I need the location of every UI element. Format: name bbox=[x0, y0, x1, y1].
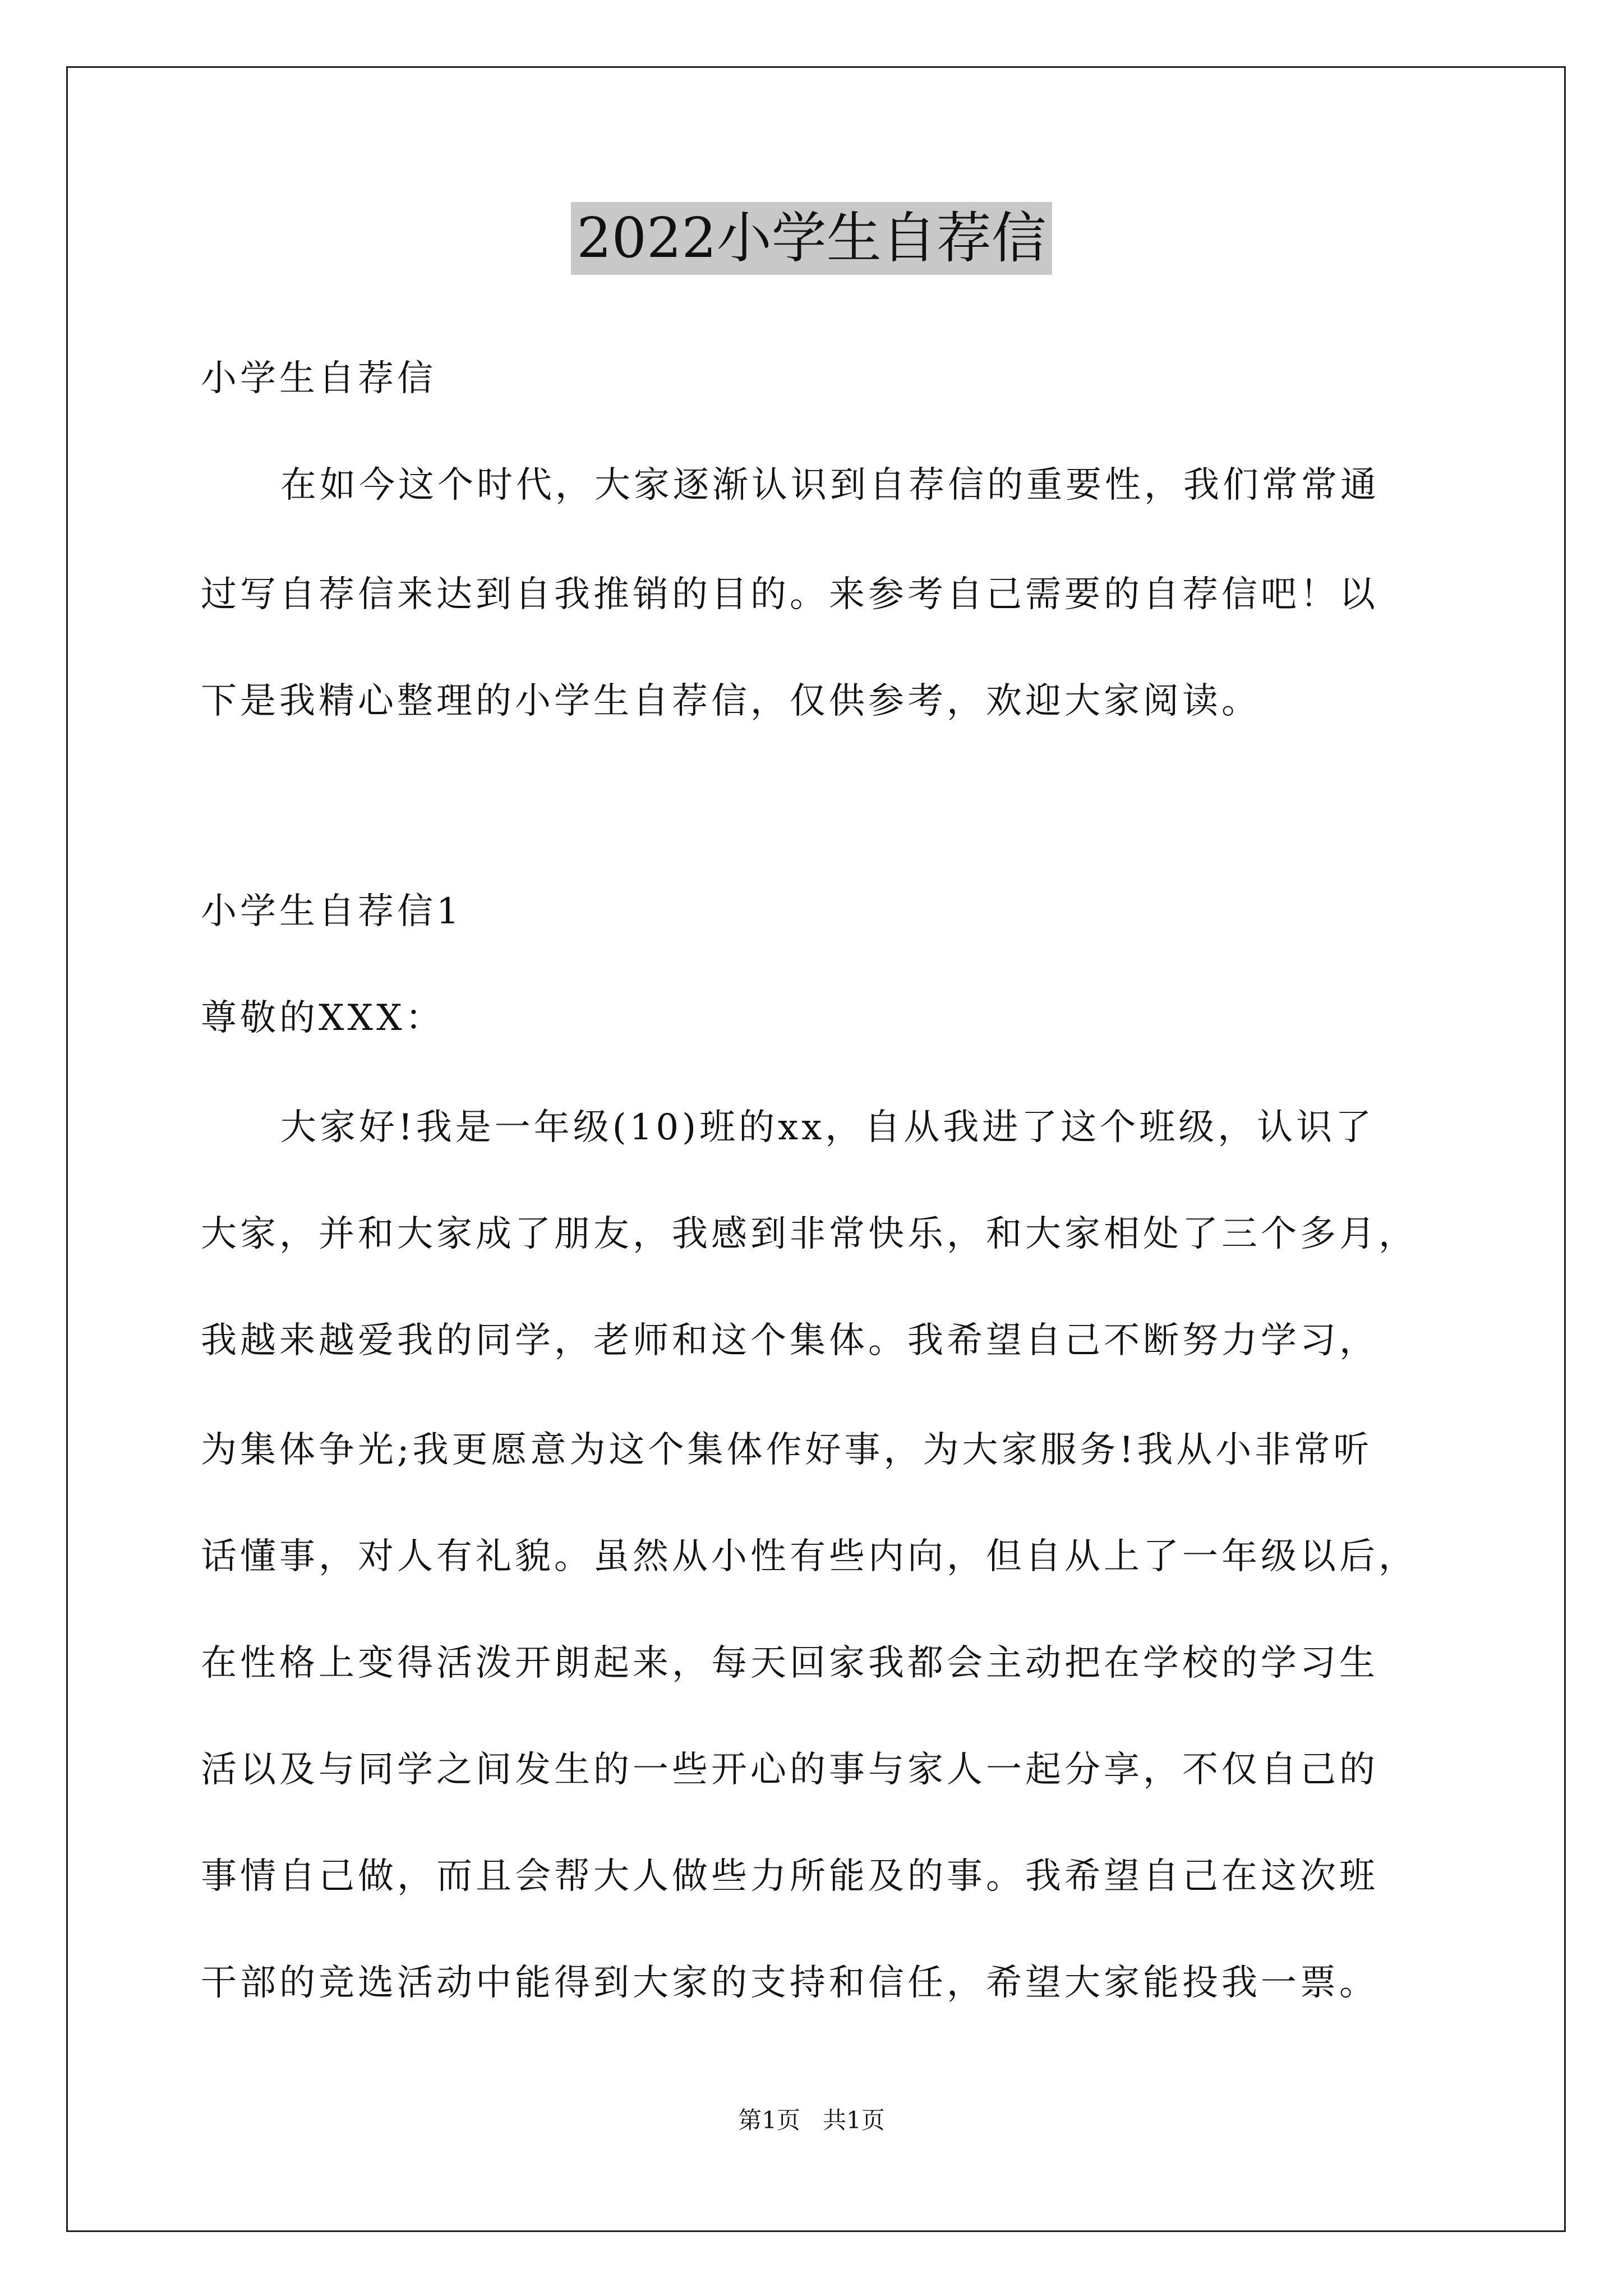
page-footer: 第1页 共1页 bbox=[738, 2106, 885, 2134]
body-line-8: 事情自己做，而且会帮大人做些力所能及的事。我希望自己在这次班 bbox=[201, 1856, 1378, 1897]
body-line-9: 干部的竞选活动中能得到大家的支持和信任，希望大家能投我一票。 bbox=[201, 1962, 1378, 2004]
document-title-text: 2022小学生自荐信 bbox=[571, 202, 1052, 275]
salutation: 尊敬的XXX： bbox=[201, 997, 445, 1039]
intro-line-2: 过写自荐信来达到自我推销的目的。来参考自己需要的自荐信吧！以 bbox=[201, 574, 1378, 615]
body-line-4: 为集体争光;我更愿意为这个集体作好事，为大家服务!我从小非常听 bbox=[201, 1429, 1373, 1471]
intro-line-3: 下是我精心整理的小学生自荐信，仅供参考，欢迎大家阅读。 bbox=[201, 680, 1261, 722]
body-line-5: 话懂事，对人有礼貌。虽然从小性有些内向，但自从上了一年级以后， bbox=[201, 1536, 1418, 1577]
body-line-2: 大家，并和大家成了朋友，我感到非常快乐，和大家相处了三个多月， bbox=[201, 1213, 1418, 1255]
intro-line-1: 在如今这个时代，大家逐渐认识到自荐信的重要性，我们常常通 bbox=[280, 464, 1380, 506]
body-line-1: 大家好!我是一年级(10)班的xx，自从我进了这个班级，认识了 bbox=[280, 1107, 1375, 1148]
section-heading: 小学生自荐信1 bbox=[201, 891, 463, 932]
subtitle-line: 小学生自荐信 bbox=[201, 358, 436, 399]
document-title bbox=[0, 202, 1623, 275]
body-line-6: 在性格上变得活泼开朗起来，每天回家我都会主动把在学校的学习生 bbox=[201, 1642, 1378, 1684]
body-line-7: 活以及与同学之间发生的一些开心的事与家人一起分享，不仅自己的 bbox=[201, 1749, 1378, 1791]
body-line-3: 我越来越爱我的同学，老师和这个集体。我希望自己不断努力学习， bbox=[201, 1320, 1378, 1361]
